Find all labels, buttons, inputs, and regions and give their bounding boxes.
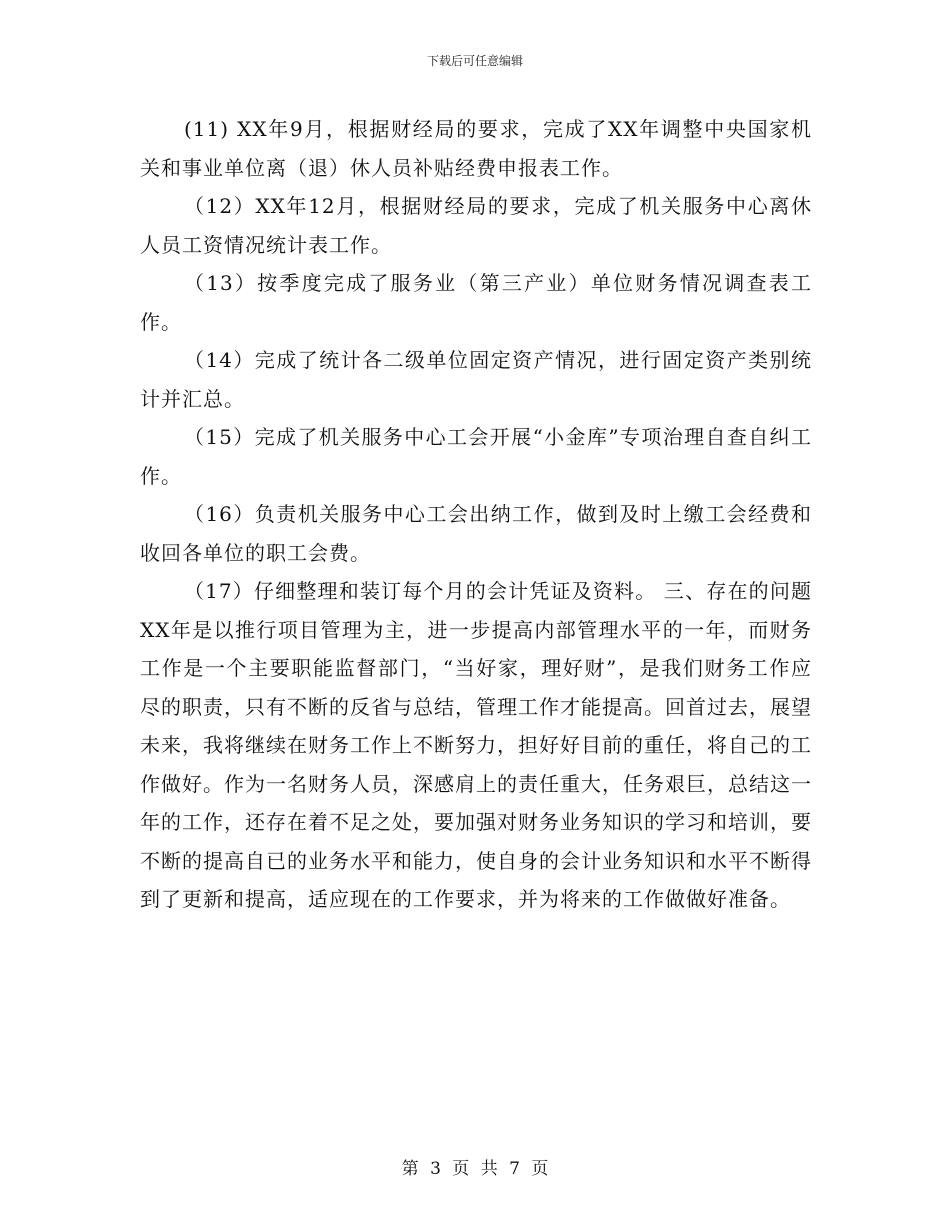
- paragraph-item-13: （13）按季度完成了服务业（第三产业）单位财务情况调查表工作。: [140, 271, 812, 334]
- page-header: 下载后可任意编辑: [426, 54, 523, 68]
- paragraph-item-17: （17）仔细整理和装订每个月的会计凭证及资料。 三、存在的问题 XX年是以推行项目管理为主，进一步提高内部管理水平的一年，而财务工作是一个主要职能监督部门，“当好家，理好财”，是我们财务工作应尽的职责，只有不断的反省与总结，管理工作才能提高。回首过去，展望未来，我将继续在财务工作上不断努力，担好好目前的重任，将自己的工作做好。作为一名财务人员，深感肩上的责任重大，任务艰巨，总结这一年的工作，还存在着不足之处，要加强对财务业务知识的学习和培训，要不断的提高自已的业务水平和能力，使自身的会计业务知识和水平不断得到了更新和提高，适应现在的工作要求，并为将来的工作做做好准备。: [140, 579, 812, 911]
- paragraph-item-14: （14）完成了统计各二级单位固定资产情况，进行固定资产类别统计并汇总。: [140, 348, 812, 411]
- paragraph-item-12: （12）XX年12月，根据财经局的要求，完成了机关服务中心离休人员工资情况统计表工作。: [140, 194, 812, 257]
- paragraph-item-15: （15）完成了机关服务中心工会开展“小金库”专项治理自查自纠工作。: [140, 425, 812, 488]
- paragraph-item-16: （16）负责机关服务中心工会出纳工作，做到及时上缴工会经费和收回各单位的职工会费。: [140, 502, 812, 565]
- page-number: 第 3 页 共 7 页: [401, 1159, 549, 1179]
- document-body: [140, 110, 812, 919]
- paragraph-item-11: (11) XX年9月，根据财经局的要求，完成了XX年调整中央国家机关和事业单位离（退）休人员补贴经费申报表工作。: [140, 117, 812, 180]
